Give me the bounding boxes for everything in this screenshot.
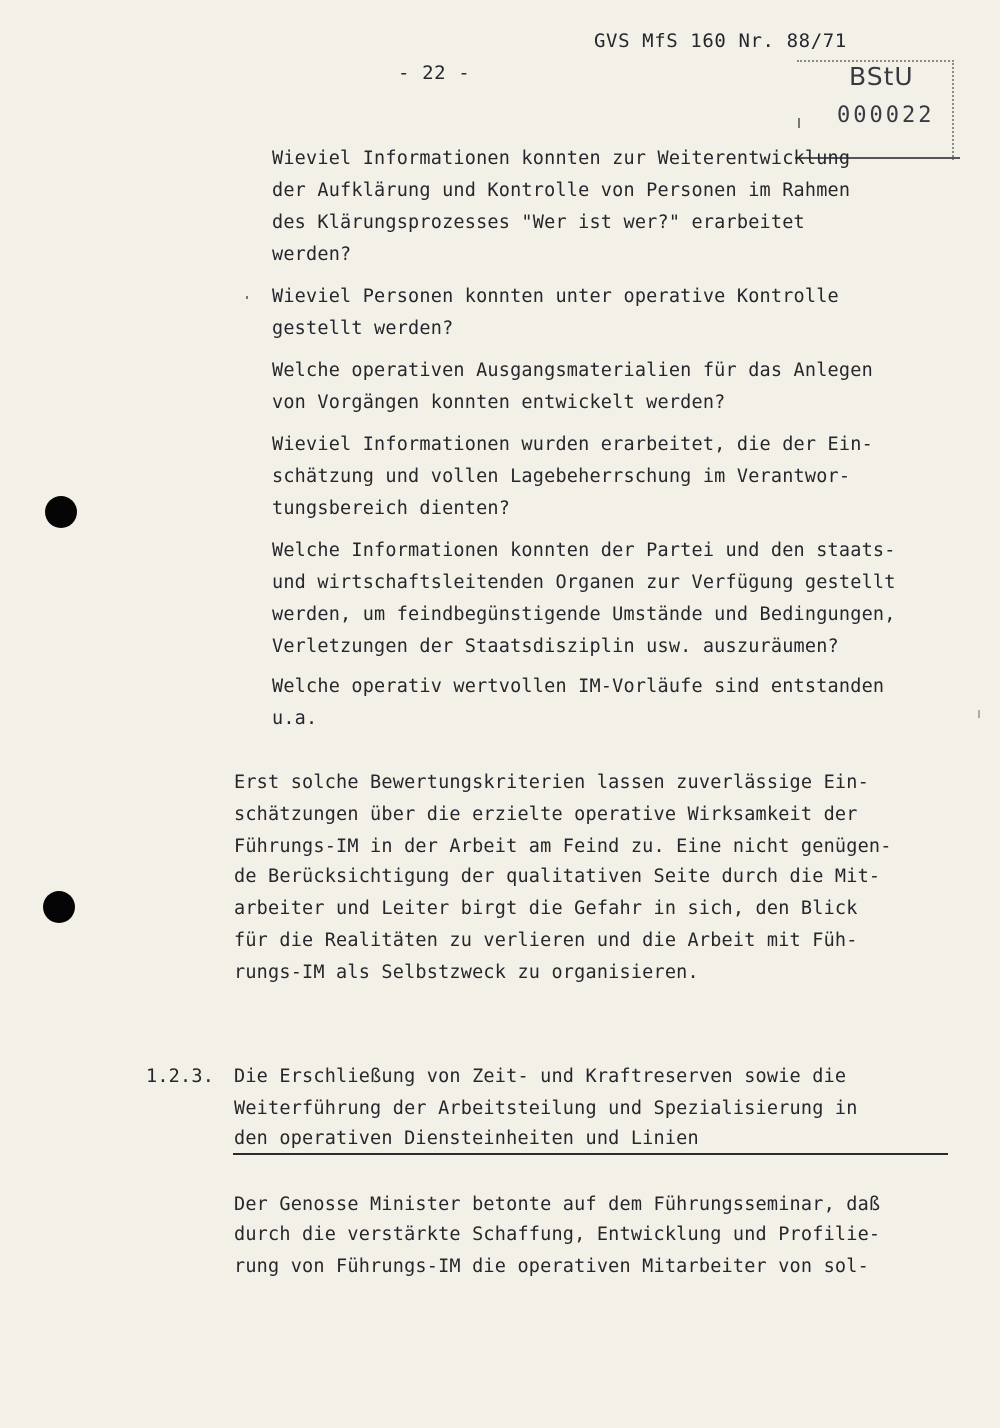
margin-mark xyxy=(978,710,980,718)
document-reference: GVS MfS 160 Nr. 88/71 xyxy=(594,30,847,52)
question-line: u.a. xyxy=(272,708,318,729)
stamp-number: 000022 xyxy=(837,103,935,128)
paragraph-line: Führungs-IM in der Arbeit am Feind zu. Eine nicht genügen- xyxy=(234,836,892,857)
question-line: Wieviel Informationen wurden erarbeitet, die der Ein- xyxy=(272,434,873,455)
question-line: der Aufklärung und Kontrolle von Personen im Rahmen xyxy=(272,180,851,201)
question-line: des Klärungsprozesses "Wer ist wer?" erarbeitet xyxy=(272,212,805,233)
paragraph-line: Erst solche Bewertungskriterien lassen zuverlässige Ein- xyxy=(234,772,869,793)
page-number: - 22 - xyxy=(398,62,471,84)
section-title-line: Die Erschließung von Zeit- und Kraftreserven sowie die xyxy=(234,1066,847,1087)
paragraph-line: durch die verstärkte Schaffung, Entwicklung und Profilie- xyxy=(234,1224,881,1245)
paragraph-line: de Berücksichtigung der qualitativen Seite durch die Mit- xyxy=(234,866,881,887)
question-line: gestellt werden? xyxy=(272,318,454,339)
question-line: werden, um feindbegünstigende Umstände und Bedingungen, xyxy=(272,604,896,625)
stamp-organization: BStU xyxy=(849,62,914,91)
stamp-tick-mark xyxy=(798,118,800,128)
section-title-underline xyxy=(233,1153,948,1155)
question-line: Wieviel Personen konnten unter operative Kontrolle xyxy=(272,286,839,307)
section-title-line: den operativen Diensteinheiten und Linien xyxy=(234,1128,699,1149)
paragraph-line: schätzungen über die erzielte operative Wirksamkeit der xyxy=(234,804,858,825)
margin-mark xyxy=(246,296,248,299)
question-line: von Vorgängen konnten entwickelt werden? xyxy=(272,392,726,413)
paragraph-line: rung von Führungs-IM die operativen Mitarbeiter von sol- xyxy=(234,1256,869,1277)
paragraph-line: Der Genosse Minister betonte auf dem Führungsseminar, daß xyxy=(234,1194,881,1215)
question-line: Welche operativen Ausgangsmaterialien für das Anlegen xyxy=(272,360,873,381)
punch-hole xyxy=(43,891,75,923)
paragraph-line: rungs-IM als Selbstzweck zu organisieren. xyxy=(234,962,699,983)
question-line: Welche Informationen konnten der Partei und den staats- xyxy=(272,540,896,561)
question-line: Wieviel Informationen konnten zur Weiterentwicklung xyxy=(272,148,851,169)
punch-hole xyxy=(45,496,77,528)
paragraph-line: für die Realitäten zu verlieren und die Arbeit mit Füh- xyxy=(234,930,858,951)
question-line: tungsbereich dienten? xyxy=(272,498,511,519)
question-line: schätzung und vollen Lagebeherrschung im Verantwor- xyxy=(272,466,851,487)
question-line: werden? xyxy=(272,244,352,265)
question-line: und wirtschaftsleitenden Organen zur Verfügung gestellt xyxy=(272,572,896,593)
section-number: 1.2.3. xyxy=(146,1066,215,1087)
question-line: Welche operativ wertvollen IM-Vorläufe sind entstanden xyxy=(272,676,885,697)
section-title-line: Weiterführung der Arbeitsteilung und Spezialisierung in xyxy=(234,1098,858,1119)
question-line: Verletzungen der Staatsdisziplin usw. auszuräumen? xyxy=(272,636,839,657)
paragraph-line: arbeiter und Leiter birgt die Gefahr in sich, den Blick xyxy=(234,898,858,919)
